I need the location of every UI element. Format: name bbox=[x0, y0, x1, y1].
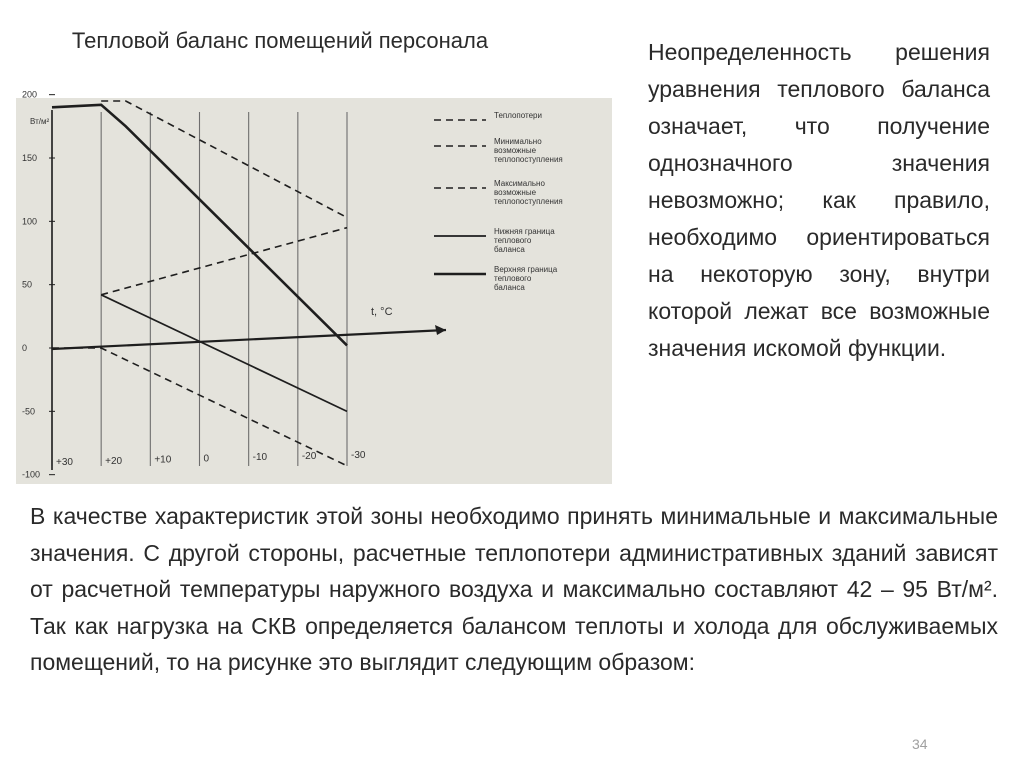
page-number: 34 bbox=[912, 736, 928, 752]
x-axis-label: t, °C bbox=[371, 306, 393, 318]
legend-label: возможные bbox=[494, 146, 537, 155]
legend-label: теплового bbox=[494, 274, 532, 283]
y-tick-label: -50 bbox=[22, 406, 36, 417]
x-tick-label: +30 bbox=[56, 457, 73, 468]
legend-label: Максимально bbox=[494, 179, 545, 188]
y-tick-label: 100 bbox=[22, 216, 38, 227]
slide-title: Тепловой баланс помещений персонала bbox=[71, 28, 489, 53]
side-paragraph: Неопределенность решения уравнения теплового баланса означает, что получение однозначного значения невозможно; как правило, необходимо ориентироваться на некоторую зону, внутри которой лежат все возможные значения искомой функции. bbox=[648, 39, 990, 361]
legend-label: теплопоступления bbox=[494, 197, 563, 206]
chart-legend bbox=[434, 111, 563, 292]
legend-label: Нижняя граница bbox=[494, 227, 555, 236]
y-tick-label: 150 bbox=[22, 153, 38, 163]
chart-grid bbox=[52, 112, 347, 466]
legend-label: Верхняя граница bbox=[494, 265, 558, 274]
x-tick-label: -10 bbox=[252, 452, 268, 464]
x-tick-label: -20 bbox=[301, 451, 317, 462]
legend-label: баланса bbox=[494, 245, 525, 254]
legend-label: возможные bbox=[494, 188, 537, 197]
series-line-3 bbox=[101, 101, 347, 218]
y-axis-label: Вт/м² bbox=[30, 117, 50, 126]
legend-label: Теплопотери bbox=[494, 111, 542, 120]
x-tick-label: -30 bbox=[351, 449, 366, 461]
legend-label: Минимально bbox=[494, 137, 542, 146]
series-line-4 bbox=[101, 295, 347, 412]
body-paragraph: В качестве характеристик этой зоны необходимо принять минимальные и максимальные значения. С другой стороны, расчетные теплопотери административных зданий зависят от расчетной температуры наружного воздуха и максимально составляют 42 – 95 Вт/м². Так как нагрузка на СКВ определяется балансом теплоты и холода для обслуживаемых помещений, то на рисунке это выглядит следующим образом: bbox=[30, 503, 998, 675]
chart-tick-labels bbox=[22, 90, 393, 480]
x-tick-label: +10 bbox=[154, 454, 172, 466]
y-tick-label: 50 bbox=[22, 279, 33, 290]
legend-label: баланса bbox=[494, 283, 525, 292]
x-tick-label: 0 bbox=[203, 453, 210, 465]
chart-photo bbox=[16, 89, 612, 484]
x-axis-arrow bbox=[435, 325, 446, 335]
x-tick-label: +20 bbox=[105, 455, 123, 467]
y-tick-label: 200 bbox=[22, 89, 38, 100]
heat-balance-chart bbox=[16, 89, 612, 484]
y-tick-label: -100 bbox=[22, 469, 41, 480]
legend-label: теплопоступления bbox=[494, 155, 563, 164]
series-line-1 bbox=[101, 228, 347, 295]
legend-label: теплового bbox=[494, 236, 532, 245]
y-tick-label: 0 bbox=[22, 343, 28, 353]
